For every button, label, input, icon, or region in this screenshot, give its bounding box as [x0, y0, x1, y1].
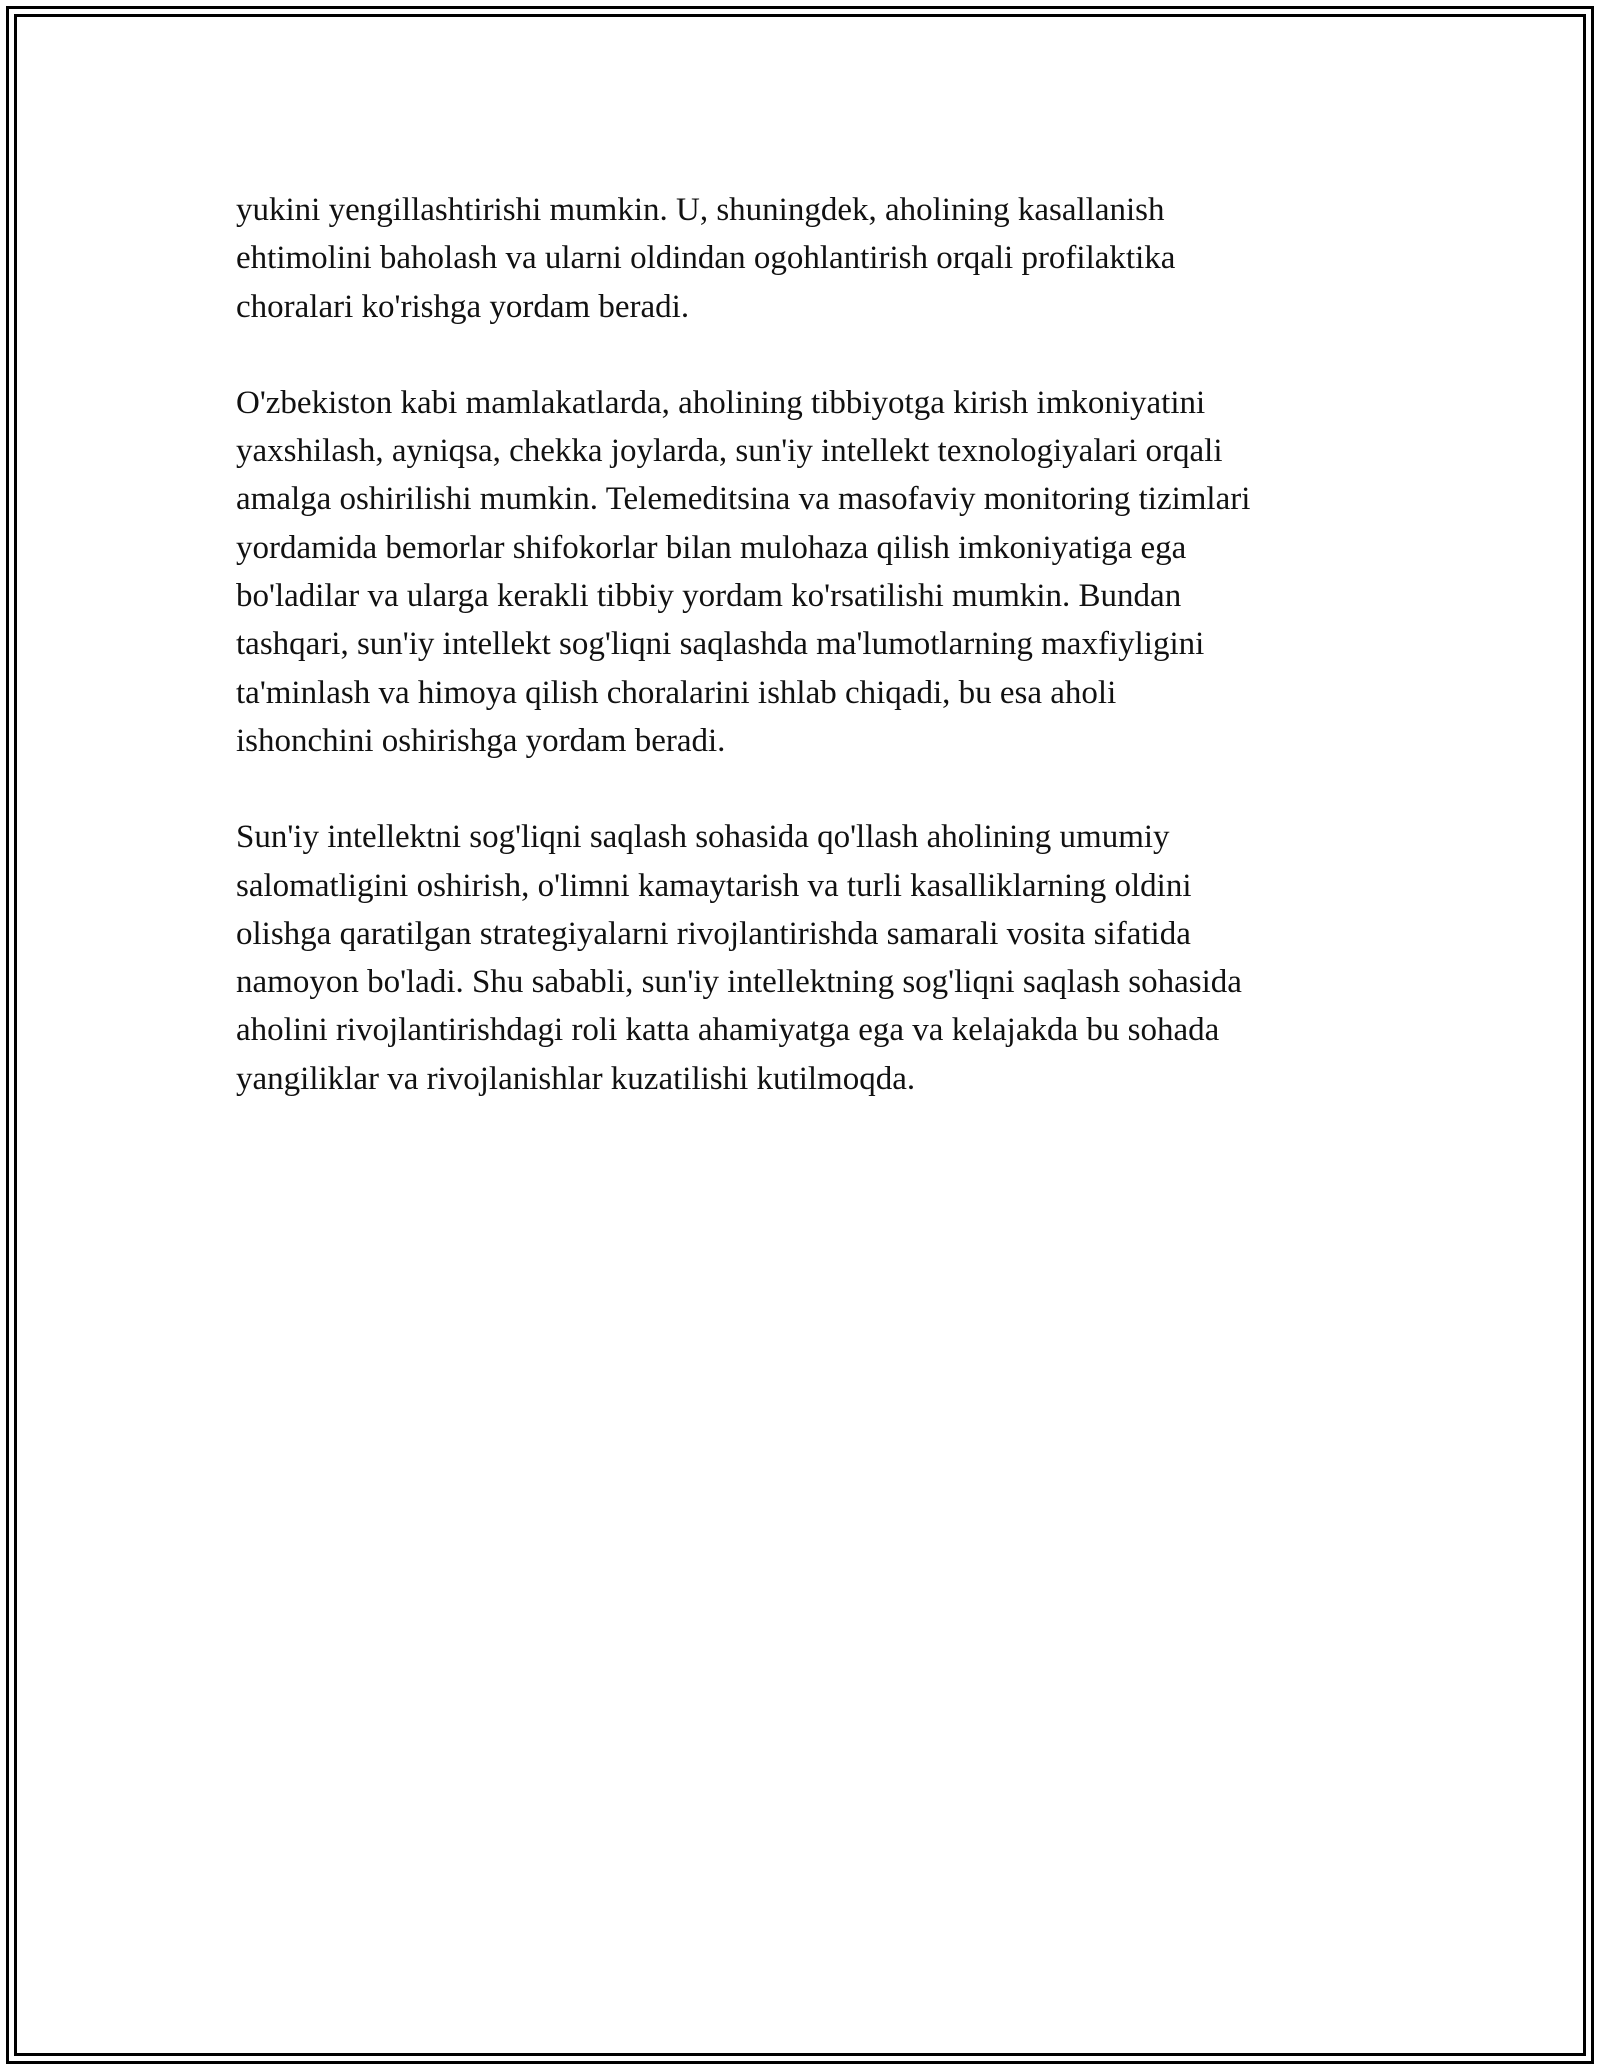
- document-body: [236, 186, 1396, 1151]
- paragraph-3: Sun'iy intellektni sog'liqni saqlash sohasida qo'llash aholining umumiy salomatligini oshirish, o'limni kamaytarish va turli kasalliklarning oldini olishga qaratilgan strategiyalarni rivojlantirishda samarali vosita sifatida namoyon bo'ladi. Shu sababli, sun'iy intellektning sog'liqni saqlash sohasida aholini rivojlantirishdagi roli katta ahamiyatga ega va kelajakda bu sohada yangiliklar va rivojlanishlar kuzatilishi kutilmoqda.: [236, 819, 1242, 1097]
- paragraph-2: O'zbekiston kabi mamlakatlarda, aholining tibbiyotga kirish imkoniyatini yaxshilash, ayniqsa, chekka joylarda, sun'iy intellekt texnologiyalari orqali amalga oshirilishi mumkin. Telemeditsina va masofaviy monitoring tizimlari yordamida bemorlar shifokorlar bilan mulohaza qilish imkoniyatiga ega bo'ladilar va ularga kerakli tibbiy yordam ko'rsatilishi mumkin. Bundan tashqari, sun'iy intellekt sog'liqni saqlashda ma'lumotlarning maxfiyligini ta'minlash va himoya qilish choralarini ishlab chiqadi, bu esa aholi ishonchini oshirishga yordam beradi.: [236, 384, 1251, 759]
- paragraph-1: yukini yengillashtirishi mumkin. U, shuningdek, aholining kasallanish ehtimolini baholash va ularni oldindan ogohlantirish orqali profilaktika choralari ko'rishga yordam beradi.: [236, 192, 1176, 325]
